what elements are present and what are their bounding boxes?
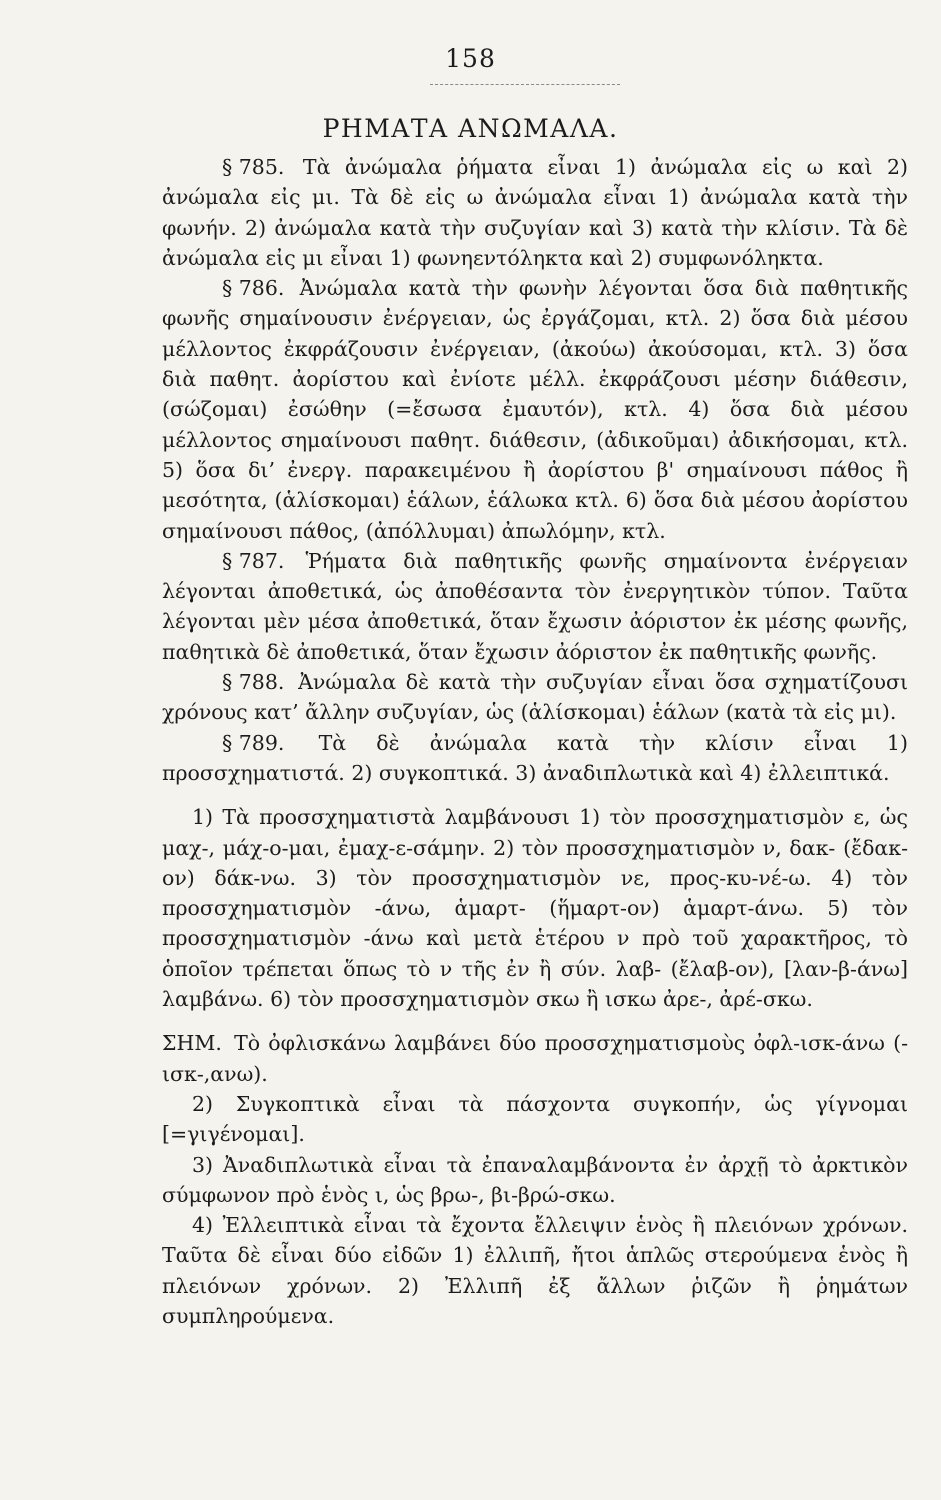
page-number: 158 — [445, 44, 496, 73]
spacer — [162, 788, 908, 802]
list-item-3 — [162, 1150, 908, 1211]
paragraph-text: 3) Ἀναδιπλωτικὰ εἶναι τὰ ἐπαναλαμβάνοντα ἐν ἀρχῇ τὸ ἀρκτικὸν σύμφωνον πρὸ ἑνὸς ι, ὡς βρω-, βι-βρώ-σκω. — [162, 1152, 908, 1207]
section-number: § 785. — [222, 155, 285, 179]
paragraph-text: 4) Ἐλλειπτικὰ εἶναι τὰ ἔχοντα ἔλλειψιν ἑνὸς ἢ πλειόνων χρόνων. Ταῦτα δὲ εἶναι δύο εἰδῶν 1) ἐλλιπῆ, ἤτοι ἁπλῶς στερούμενα ἑνὸς ἢ πλειόνων χρόνων. 2) Ἐλλιπῆ ἐξ ἄλλων ῥιζῶν ἢ ῥημάτων συμπληρούμενα. — [162, 1213, 908, 1328]
paragraph-789 — [162, 728, 908, 789]
paragraph-785 — [162, 152, 908, 273]
paragraph-786 — [162, 273, 908, 546]
section-number: § 789. — [222, 730, 285, 755]
note-paragraph — [162, 1028, 908, 1089]
list-item-1 — [162, 802, 908, 1014]
paragraph-text: Ἀνώμαλα κατὰ τὴν φωνὴν λέγονται ὅσα διὰ παθητικῆς φωνῆς σημαίνουσιν ἐνέργειαν, ὡς ἐργάζομαι, κτλ. 2) ὅσα διὰ μέσου μέλλοντος ἐκφράζουσιν ἐνέργειαν, (ἀκούω) ἀκούσομαι, κτλ. 3) ὅσα διὰ παθητ. ἀορίστου καὶ ἐνίοτε μέλλ. ἐκφράζουσι μέσην διάθεσιν, (σώζομαι) ἐσώθην (=ἔσωσα ἐμαυτόν), κτλ. 4) ὅσα διὰ μέσου μέλλοντος σημαίνουσι παθητ. διάθεσιν, (ἀδικοῦμαι) ἀδικήσομαι, κτλ. 5) ὅσα δι’ ἐνεργ. παρακειμένου ἢ ἀορίστου β' σημαίνουσι πάθος ἢ μεσότητα, (ἁλίσκομαι) ἑάλων, ἑάλωκα κτλ. 6) ὅσα διὰ μέσου ἀορίστου σημαίνουσι πάθος, (ἀπόλλυμαι) ἀπωλόμην, κτλ. — [162, 276, 908, 543]
paragraph-text: 1) Τὰ προσσχηματιστὰ λαμβάνουσι 1) τὸν προσσχηματισμὸν ε, ὡς μαχ-, μάχ-ο-μαι, ἐμαχ-ε-σάμην. 2) τὸν προσσχηματισμὸν ν, δακ- (ἔδακ-ον) δάκ-νω. 3) τὸν προσσχηματισμὸν νε, προς-κυ-νέ-ω. 4) τὸν προσσχηματισμὸν -άνω, ἁμαρτ- (ἥμαρτ-ον) ἁμαρτ-άνω. 5) τὸν προσσχηματισμὸν -άνω καὶ μετὰ ἑτέρου ν πρὸ τοῦ χαρακτῆρος, τὸ ὁποῖον τρέπεται ὅπως τὸ ν τῆς ἐν ἢ σύν. λαβ- (ἔλαβ-ον), [λαν-β-άνω] λαμβάνω. 6) τὸν προσσχηματισμὸν σκω ἢ ισκω ἀρε-, ἀρέ-σκω. — [162, 805, 908, 1012]
decorative-rule — [430, 84, 620, 85]
section-number: § 788. — [222, 670, 285, 695]
chapter-heading: ΡΗΜΑΤΑ ΑΝΩΜΑΛΑ. — [322, 114, 619, 143]
list-item-2 — [162, 1089, 908, 1150]
paragraph-787 — [162, 546, 908, 667]
note-label: ΣΗΜ. — [162, 1031, 222, 1056]
paragraph-text: Τὸ ὀφλισκάνω λαμβάνει δύο προσσχηματισμοὺς ὀφλ-ισκ-άνω (-ισκ-,ανω). — [162, 1031, 908, 1086]
page-body — [162, 152, 908, 1331]
paragraph-788 — [162, 667, 908, 728]
paragraph-text: Ἀνώμαλα δὲ κατὰ τὴν συζυγίαν εἶναι ὅσα σχηματίζουσι χρόνους κατ’ ἄλλην συζυγίαν, ὡς (ἁλίσκομαι) ἑάλων (κατὰ τὰ εἰς μι). — [162, 670, 908, 725]
paragraph-text: 2) Συγκοπτικὰ εἶναι τὰ πάσχοντα συγκοπήν, ὡς γίγνομαι [=γιγένομαι]. — [162, 1091, 908, 1147]
paragraph-text: Τὰ ἀνώμαλα ῥήματα εἶναι 1) ἀνώμαλα εἰς ω καὶ 2) ἀνώμαλα εἰς μι. Τὰ δὲ εἰς ω ἀνώμαλα εἶναι 1) ἀνώμαλα κατὰ τὴν φωνήν. 2) ἀνώμαλα κατὰ τὴν συζυγίαν καὶ 3) κατὰ τὴν κλίσιν. Τὰ δὲ ἀνώμαλα εἰς μι εἶναι 1) φωνηεντόληκτα καὶ 2) συμφωνόληκτα. — [162, 155, 908, 270]
section-number: § 786. — [222, 276, 285, 301]
paragraph-text: Ῥήματα διὰ παθητικῆς φωνῆς σημαίνοντα ἐνέργειαν λέγονται ἀποθετικά, ὡς ἀποθέσαντα τὸν ἐνεργητικὸν τύπον. Ταῦτα λέγονται μὲν μέσα ἀποθετικά, ὅταν ἔχωσιν ἀόριστον ἐκ μέσης φωνῆς, παθητικὰ δὲ ἀποθετικά, ὅταν ἔχωσιν ἀόριστον ἐκ παθητικῆς φωνῆς. — [162, 548, 908, 664]
section-number: § 787. — [222, 548, 285, 573]
list-item-4 — [162, 1210, 908, 1331]
paragraph-text: Τὰ δὲ ἀνώμαλα κατὰ τὴν κλίσιν εἶναι 1) προσσχηματιστά. 2) συγκοπτικά. 3) ἀναδιπλωτικὰ καὶ 4) ἐλλειπτικά. — [162, 730, 908, 785]
